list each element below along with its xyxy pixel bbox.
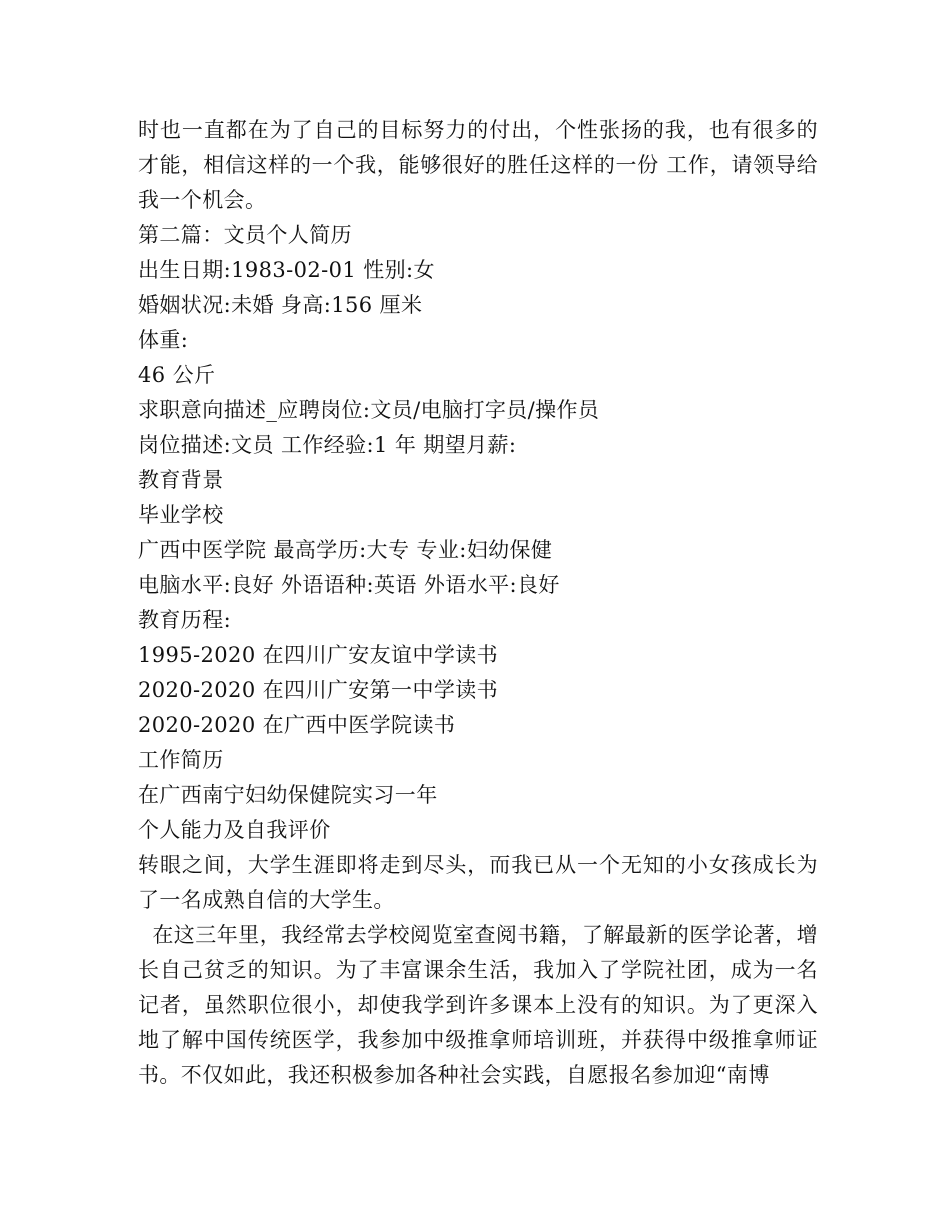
text-line: 教育历程: [138,608,232,632]
section-heading: 第二篇：文员个人简历 [138,223,352,247]
intro-paragraph: 时也一直都在为了自己的目标努力的付出，个性张扬的我，也有很多的才能，相信这样的一个我，能够很好的胜任这样的一份 工作，请领导给我一个机会。 [138,118,818,212]
text-line: 婚姻状况:未婚 身高:156 厘米 [138,293,423,317]
evaluation-paragraph: 转眼之间，大学生涯即将走到尽头，而我已从一个无知的小女孩成长为了一名成熟自信的大学生。 [138,853,818,912]
text-line: 1995-2020 在四川广安友谊中学读书 [138,643,499,667]
text-line: 46 公斤 [138,363,216,387]
text-line: 体重: [138,328,189,352]
section-heading: 个人能力及自我评价 [138,818,331,842]
text-line: 广西中医学院 最高学历:大专 专业:妇幼保健 [138,538,553,562]
text-line: 求职意向描述_应聘岗位:文员/电脑打字员/操作员 [138,398,600,422]
text-line: 岗位描述:文员 工作经验:1 年 期望月薪: [138,433,517,457]
text-line: 电脑水平:良好 外语语种:英语 外语水平:良好 [138,573,560,597]
document-body [138,113,818,1093]
text-line: 出生日期:1983-02-01 性别:女 [138,258,435,282]
text-line: 毕业学校 [138,503,224,527]
section-heading: 工作简历 [138,748,224,772]
evaluation-paragraph: 在这三年里，我经常去学校阅览室查阅书籍，了解最新的医学论著，增长自己贫乏的知识。为了丰富课余生活，我加入了学院社团，成为一名记者，虽然职位很小，却使我学到许多课本上没有的知识。为了更深入地了解中国传统医学，我参加中级推拿师培训班，并获得中级推拿师证书。不仅如此，我还积极参加各种社会实践，自愿报名参加迎“南博 [138,923,818,1087]
section-heading: 教育背景 [138,468,224,492]
text-line: 2020-2020 在四川广安第一中学读书 [138,678,499,702]
text-line: 2020-2020 在广西中医学院读书 [138,713,456,737]
text-line: 在广西南宁妇幼保健院实习一年 [138,783,438,807]
